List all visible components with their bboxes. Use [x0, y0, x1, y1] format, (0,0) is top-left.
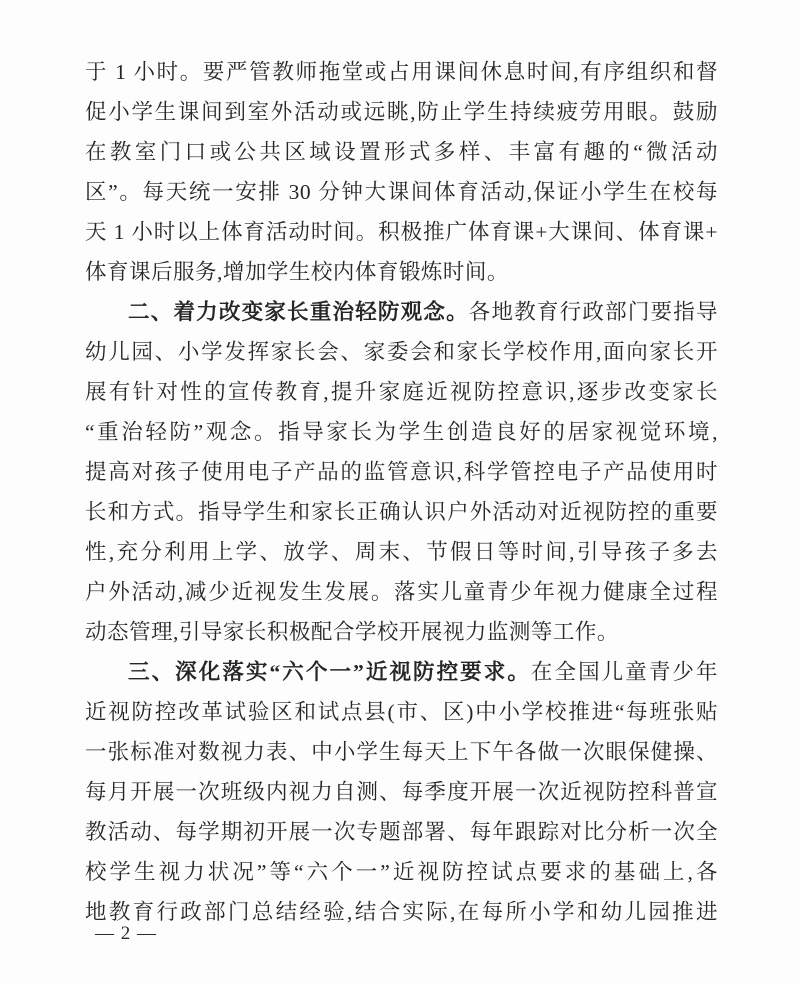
text-line: 教活动、每学期初开展一次专题部署、每年跟踪对比分析一次全	[85, 820, 718, 844]
text-line: 动态管理,引导家长积极配合学校开展视力监测等工作。	[85, 620, 619, 644]
text-line	[85, 652, 718, 692]
text-line: 幼儿园、小学发挥家长会、家委会和家长学校作用,面向家长开	[85, 340, 718, 364]
text-line: 于 1 小时。要严管教师拖堂或占用课间休息时间,有序组织和督	[85, 60, 718, 84]
text-line: 提高对孩子使用电子产品的监管意识,科学管控电子产品使用时	[85, 460, 718, 484]
text-run: 各地教育行政部门要指导	[468, 300, 718, 324]
text-line: 长和方式。指导学生和家长正确认识户外活动对近视防控的重要	[85, 500, 718, 524]
document-body	[85, 52, 718, 932]
text-line: 天 1 小时以上体育活动时间。积极推广体育课+大课间、体育课+	[85, 220, 718, 244]
text-line: 体育课后服务,增加学生校内体育锻炼时间。	[85, 260, 509, 284]
text-line: “重治轻防”观念。指导家长为学生创造良好的居家视觉环境,	[85, 420, 718, 444]
text-line: 区”。每天统一安排 30 分钟大课间体育活动,保证小学生在校每	[85, 180, 718, 204]
text-run: 在全国儿童青少年	[530, 660, 718, 684]
page-number: — 2 —	[95, 923, 157, 944]
text-line: 展有针对性的宣传教育,提升家庭近视防控意识,逐步改变家长	[85, 380, 718, 404]
text-line: 一张标准对数视力表、中小学生每天上下午各做一次眼保健操、	[85, 740, 718, 764]
section-heading: 三、深化落实“六个一”近视防控要求。	[128, 660, 531, 684]
text-line: 每月开展一次班级内视力自测、每季度开展一次近视防控科普宣	[85, 780, 718, 804]
text-line	[85, 292, 718, 332]
text-line: 促小学生课间到室外活动或远眺,防止学生持续疲劳用眼。鼓励	[85, 100, 718, 124]
text-line: 户外活动,减少近视发生发展。落实儿童青少年视力健康全过程	[85, 580, 718, 604]
text-line: 在教室门口或公共区域设置形式多样、丰富有趣的“微活动	[85, 140, 718, 164]
text-line: 地教育行政部门总结经验,结合实际,在每所小学和幼儿园推进	[85, 900, 718, 924]
text-line: 近视防控改革试验区和试点县(市、区)中小学校推进“每班张贴	[85, 700, 718, 724]
section-heading: 二、着力改变家长重治轻防观念。	[128, 300, 469, 324]
text-line: 性,充分利用上学、放学、周末、节假日等时间,引导孩子多去	[85, 540, 718, 564]
text-line: 校学生视力状况”等“六个一”近视防控试点要求的基础上,各	[85, 860, 718, 884]
